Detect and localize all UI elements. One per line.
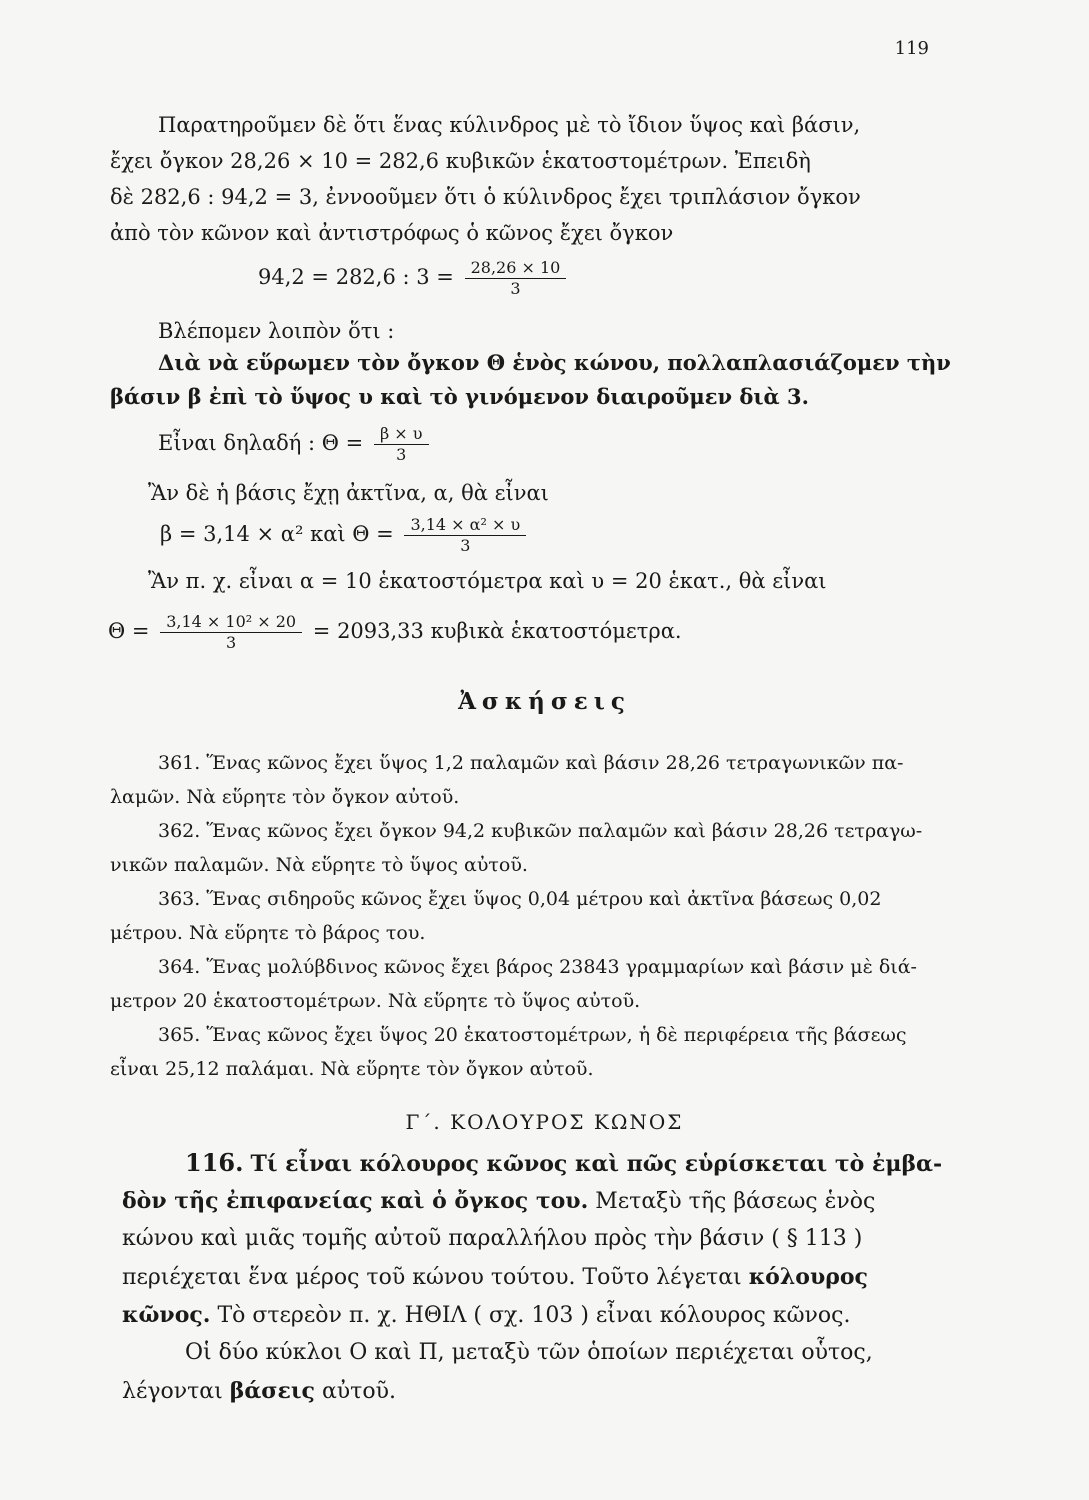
equation-4-denominator: 3 bbox=[226, 633, 237, 652]
page-number: 119 bbox=[894, 38, 929, 59]
exercise-line: λαμῶν. Νὰ εὕρητε τὸν ὄγκον αὐτοῦ. bbox=[110, 786, 460, 808]
equation-3 bbox=[160, 515, 530, 556]
rule-line-2: βάσιν β ἐπὶ τὸ ὕψος υ καὶ τὸ γινόμενον διαιροῦμεν διὰ 3. bbox=[110, 384, 809, 409]
exercise-line: 364. Ἕνας μολύβδινος κῶνος ἔχει βάρος 23843 γραμμαρίων καὶ βάσιν μὲ διά- bbox=[158, 956, 917, 978]
s116-line-7 bbox=[122, 1378, 396, 1405]
exercise-line: 365. Ἕνας κῶνος ἔχει ὕψος 20 ἑκατοστομέτρων, ἡ δὲ περιφέρεια τῆς βάσεως bbox=[158, 1024, 907, 1046]
s116-number: 116. bbox=[185, 1148, 244, 1177]
s116-line-3: κώνου καὶ μιᾶς τομῆς αὐτοῦ παραλλήλου πρὸς τὴν βάσιν ( § 113 ) bbox=[122, 1226, 863, 1251]
equation-1-fraction bbox=[465, 258, 567, 299]
equation-1-denominator: 3 bbox=[510, 279, 521, 298]
equation-1-lhs: 94,2 = 282,6 : 3 = bbox=[258, 265, 454, 289]
s116-title-b: δὸν τῆς ἐπιφανείας καὶ ὁ ὄγκος του. bbox=[122, 1188, 589, 1214]
s116-line-2-tail: Μεταξὺ τῆς βάσεως ἑνὸς bbox=[595, 1189, 876, 1214]
s116-line-4 bbox=[122, 1264, 868, 1291]
example-line: Ἂν π. χ. εἶναι α = 10 ἑκατοστόμετρα καὶ υ = 20 ἑκατ., θὰ εἶναι bbox=[148, 569, 827, 593]
intro-line-2: ἔχει ὄγκον 28,26 × 10 = 282,6 κυβικῶν ἑκατοστομέτρων. Ἐπειδὴ bbox=[110, 149, 811, 173]
exercise-line: 363. Ἕνας σιδηροῦς κῶνος ἔχει ὕψος 0,04 μέτρου καὶ ἀκτῖνα βάσεως 0,02 bbox=[158, 888, 882, 910]
exercise-line: 361. Ἕνας κῶνος ἔχει ὕψος 1,2 παλαμῶν καὶ βάσιν 28,26 τετραγωνικῶν πα- bbox=[158, 752, 904, 774]
equation-4 bbox=[108, 612, 682, 653]
s116-line-7b: βάσεις bbox=[229, 1378, 315, 1404]
s116-title-a: Τί εἶναι κόλουρος κῶνος καὶ πῶς εὑρίσκεται τὸ ἐμβα- bbox=[250, 1151, 943, 1177]
rule-line-1: Διὰ νὰ εὕρωμεν τὸν ὄγκον Θ ἑνὸς κώνου, πολλαπλασιάζομεν τὴν bbox=[158, 350, 951, 375]
equation-2-denominator: 3 bbox=[396, 445, 407, 464]
exercise-line: μετρον 20 ἑκατοστομέτρων. Νὰ εὕρητε τὸ ὕψος αὐτοῦ. bbox=[110, 990, 641, 1012]
s116-line-6: Οἱ δύο κύκλοι Ο καὶ Π, μεταξὺ τῶν ὁποίων περιέχεται οὗτος, bbox=[185, 1340, 873, 1365]
equation-2-fraction bbox=[374, 424, 429, 465]
exercise-line: μέτρου. Νὰ εὕρητε τὸ βάρος του. bbox=[110, 922, 426, 944]
equation-1-numerator: 28,26 × 10 bbox=[465, 258, 567, 279]
exercises-heading: Ἀσκήσεις bbox=[458, 688, 631, 715]
equation-3-lhs: β = 3,14 × α² καὶ Θ = bbox=[160, 522, 394, 546]
blepomen-line: Βλέπομεν λοιπὸν ὅτι : bbox=[158, 319, 395, 343]
intro-line-4: ἀπὸ τὸν κῶνον καὶ ἀντιστρόφως ὁ κῶνος ἔχει ὄγκον bbox=[110, 221, 674, 245]
exercise-line: 362. Ἕνας κῶνος ἔχει ὄγκον 94,2 κυβικῶν παλαμῶν καὶ βάσιν 28,26 τετραγω- bbox=[158, 820, 923, 842]
equation-2-lhs: Εἶναι δηλαδή : Θ = bbox=[158, 431, 364, 455]
equation-4-lhs: Θ = bbox=[108, 619, 150, 643]
s116-line-7c: αὐτοῦ. bbox=[321, 1379, 396, 1404]
equation-4-fraction bbox=[160, 612, 302, 653]
s116-line-2 bbox=[122, 1188, 875, 1215]
radius-line: Ἂν δὲ ἡ βάσις ἔχῃ ἀκτῖνα, α, θὰ εἶναι bbox=[148, 481, 549, 505]
equation-3-fraction bbox=[404, 515, 526, 556]
s116-line-5 bbox=[122, 1302, 850, 1329]
s116-line-7a: λέγονται bbox=[122, 1379, 223, 1404]
equation-3-numerator: 3,14 × α² × υ bbox=[404, 515, 526, 536]
intro-line-3: δὲ 282,6 : 94,2 = 3, ἐννοοῦμεν ὅτι ὁ κύλινδρος ἔχει τριπλάσιον ὄγκον bbox=[110, 185, 861, 209]
s116-line-5a: κῶνος. bbox=[122, 1302, 211, 1328]
equation-2 bbox=[158, 424, 433, 465]
equation-4-numerator: 3,14 × 10² × 20 bbox=[160, 612, 302, 633]
exercise-line: νικῶν παλαμῶν. Νὰ εὕρητε τὸ ὕψος αὐτοῦ. bbox=[110, 854, 528, 876]
s116-line-4b: κόλουρος bbox=[748, 1264, 868, 1290]
s116-line-5b: Τὸ στερεὸν π. χ. ΗΘΙΛ ( σχ. 103 ) εἶναι κόλουρος κῶνος. bbox=[217, 1303, 851, 1328]
s116-title-line-1 bbox=[185, 1150, 942, 1178]
equation-4-rhs: = 2093,33 κυβικὰ ἑκατοστόμετρα. bbox=[312, 619, 682, 643]
equation-1 bbox=[258, 258, 570, 299]
exercise-line: εἶναι 25,12 παλάμαι. Νὰ εὕρητε τὸν ὄγκον αὐτοῦ. bbox=[110, 1058, 594, 1080]
s116-line-4a: περιέχεται ἕνα μέρος τοῦ κώνου τούτου. Τοῦτο λέγεται bbox=[122, 1265, 742, 1290]
section-title: Γ΄. ΚΟΛΟΥΡΟΣ ΚΩΝΟΣ bbox=[405, 1110, 684, 1134]
equation-3-denominator: 3 bbox=[460, 536, 471, 555]
intro-line-1: Παρατηροῦμεν δὲ ὅτι ἕνας κύλινδρος μὲ τὸ ἴδιον ὕψος καὶ βάσιν, bbox=[158, 113, 861, 137]
equation-2-numerator: β × υ bbox=[374, 424, 429, 445]
